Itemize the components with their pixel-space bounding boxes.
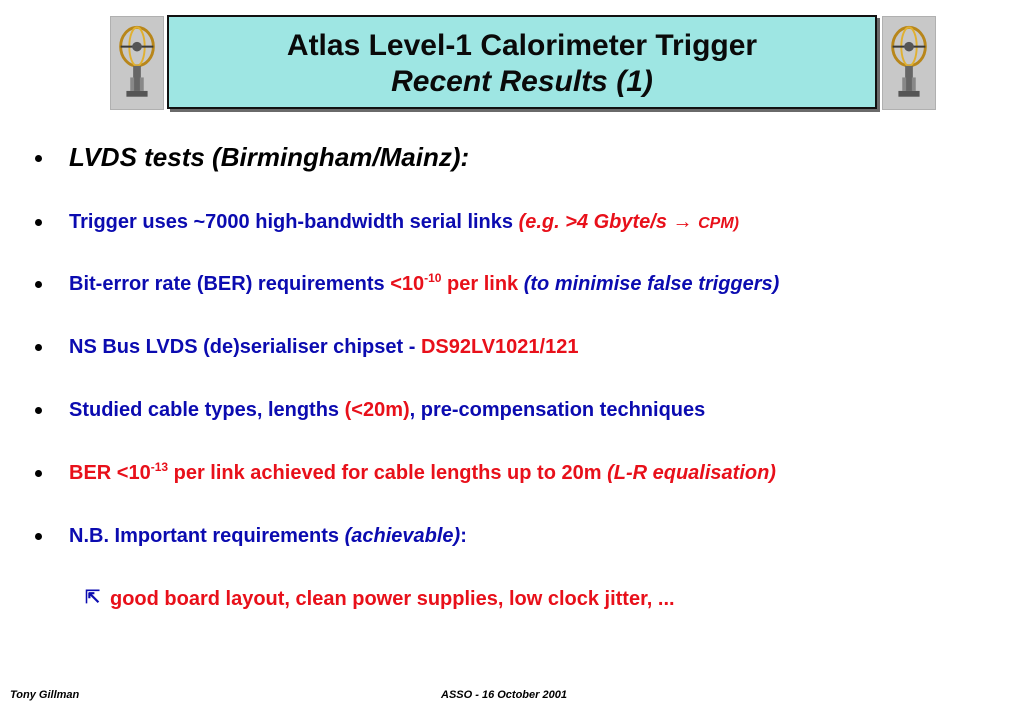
atlas-logo-right [882,16,936,110]
bullet-dot [35,533,42,540]
bullet-dot [35,281,42,288]
bullet-dot [35,344,42,351]
bullet-segment: (achievable) [344,525,461,547]
bullet-segment: DS92LV1021/121 [420,336,579,358]
bullet-segment: (e.g. >4 Gbyte/s → [518,211,699,233]
bullet-dot [35,219,42,226]
bullet-segment: Bit-error rate (BER) requirements [69,273,391,295]
bullet-dot [35,470,42,477]
bullet-segment: (<20m) [344,399,410,421]
bullet-segment: : [460,525,467,547]
bullet-segment: CPM) [698,215,739,232]
footer-event: ASSO - 16 October 2001 [441,689,567,701]
bullet-text [69,335,578,359]
atlas-logo-left [110,16,164,110]
bullet-segment: Trigger uses ~7000 high-bandwidth serial links [69,211,519,233]
bullet-text [69,398,705,422]
bullet-segment: (L-R equalisation) [607,462,776,484]
title-box [167,15,877,109]
bullet-segment: per link achieved for cable lengths up to 20m [168,462,608,484]
bullet-segment: LVDS tests (Birmingham/Mainz): [69,142,470,172]
bullet-text [69,210,739,236]
page-title: Atlas Level-1 Calorimeter Trigger [286,29,758,62]
sub-bullet-text: good board layout, clean power supplies, low clock jitter, ... [110,588,675,610]
bullet-segment: (to minimise false triggers) [523,273,780,295]
bullet-text [69,272,779,296]
footer-author: Tony Gillman [10,689,80,701]
bullet-text [69,461,776,485]
bullet-segment: NS Bus LVDS (de)serialiser chipset - [69,336,421,358]
bullet-text [69,524,467,548]
arrow-up-left-icon: ⇱ [85,587,101,607]
bullet-segment: BER <10 [69,462,151,484]
bullet-segment: , pre-compensation techniques [409,399,706,421]
bullet-superscript: -10 [424,271,442,285]
bullet-superscript: -13 [150,460,169,474]
bullet-segment: Studied cable types, lengths [69,399,345,421]
bullet-segment: <10 [390,273,425,295]
bullet-dot [35,155,42,162]
atlas-detector-icon [883,17,935,109]
bullet-dot [35,407,42,414]
bullet-text [69,142,469,172]
bullet-segment: N.B. Important requirements [69,525,345,547]
bullet-segment: per link [441,273,524,295]
atlas-detector-icon [111,17,163,109]
page-subtitle: Recent Results (1) [391,65,653,98]
